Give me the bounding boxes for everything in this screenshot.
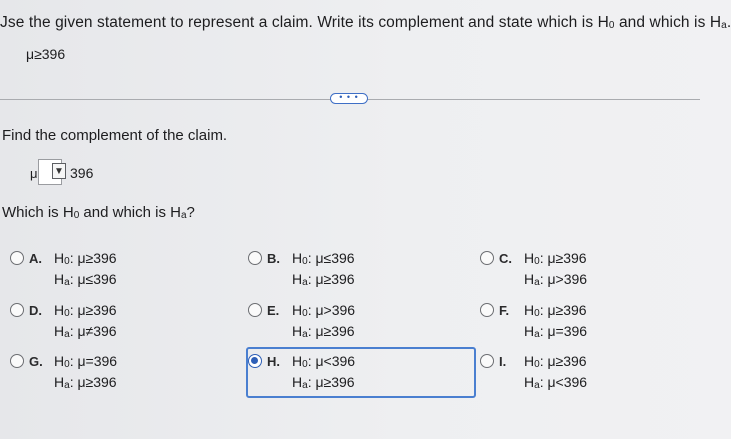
h-symbol: H	[54, 323, 65, 339]
ha-expression: : μ>396	[539, 271, 588, 287]
h0-expression: : μ≥396	[69, 250, 117, 266]
ha-expression: : μ<396	[539, 374, 588, 390]
subscript: 0	[64, 308, 70, 319]
alternative-hypothesis	[292, 271, 355, 287]
question-text	[0, 14, 731, 32]
subscript: a	[302, 329, 308, 340]
chevron-down-icon[interactable]: ▼	[52, 163, 66, 179]
null-hypothesis	[524, 302, 587, 318]
h-symbol: H	[524, 250, 535, 266]
null-hypothesis	[292, 353, 355, 369]
subscript: 0	[534, 308, 540, 319]
h-symbol: H	[54, 353, 65, 369]
option-letter: E.	[267, 303, 280, 318]
null-hypothesis	[524, 353, 587, 369]
which-prompt	[2, 204, 195, 221]
subscript: a	[180, 210, 187, 221]
subscript: a	[64, 277, 70, 288]
h-symbol: H	[524, 323, 535, 339]
claim-statement: μ≥396	[26, 46, 66, 62]
option-letter: C.	[499, 251, 512, 266]
alternative-hypothesis	[54, 271, 117, 287]
question-part: .	[726, 14, 731, 31]
option-letter: B.	[267, 251, 280, 266]
radio-button[interactable]	[480, 251, 494, 265]
ha-expression: : μ≥396	[69, 374, 117, 390]
radio-button[interactable]	[248, 354, 262, 368]
subscript: a	[534, 329, 540, 340]
h-symbol: H	[292, 374, 303, 390]
option-letter: I.	[499, 354, 507, 369]
radio-button[interactable]	[10, 251, 24, 265]
subscript: 0	[64, 256, 70, 267]
subscript: a	[302, 380, 308, 391]
radio-button[interactable]	[480, 354, 494, 368]
ha-expression: : μ≤396	[69, 271, 117, 287]
radio-button[interactable]	[480, 303, 494, 317]
subscript: a	[64, 380, 70, 391]
subscript: a	[302, 277, 308, 288]
selected-option-highlight	[246, 347, 476, 398]
option-letter: G.	[29, 354, 43, 369]
h-symbol: H	[292, 323, 303, 339]
alternative-hypothesis	[54, 323, 117, 339]
null-hypothesis	[54, 353, 117, 369]
option-letter: H.	[267, 354, 280, 369]
subscript: 0	[608, 20, 615, 31]
subscript: a	[534, 277, 540, 288]
alternative-hypothesis	[292, 323, 355, 339]
radio-button[interactable]	[248, 251, 262, 265]
alternative-hypothesis	[524, 271, 587, 287]
h-symbol: H	[292, 250, 303, 266]
radio-button[interactable]	[248, 303, 262, 317]
prompt-part: ?	[186, 204, 195, 221]
null-hypothesis	[292, 302, 355, 318]
h-symbol: H	[524, 353, 535, 369]
alternative-hypothesis	[54, 374, 117, 390]
h-symbol: H	[54, 271, 65, 287]
option-letter: F.	[499, 303, 510, 318]
h0-expression: : μ≤396	[307, 250, 355, 266]
subscript: 0	[73, 210, 80, 221]
complement-value: 396	[70, 165, 94, 181]
more-options-button[interactable]: • • •	[330, 93, 368, 104]
radio-button[interactable]	[10, 354, 24, 368]
h0-expression: : μ≥396	[69, 302, 117, 318]
h-symbol: H	[292, 271, 303, 287]
mu-symbol: μ	[30, 166, 38, 181]
h-symbol: H	[54, 374, 65, 390]
h0-expression: : μ=396	[69, 353, 118, 369]
prompt-part: and which is H	[79, 204, 181, 221]
h-symbol: H	[292, 302, 303, 318]
ha-expression: : μ=396	[539, 323, 588, 339]
alternative-hypothesis	[524, 374, 587, 390]
alternative-hypothesis	[292, 374, 355, 390]
h-symbol: H	[524, 374, 535, 390]
ha-expression: : μ≥396	[307, 271, 355, 287]
find-complement-prompt: Find the complement of the claim.	[2, 127, 228, 144]
subscript: 0	[302, 359, 308, 370]
subscript: a	[721, 20, 727, 31]
subscript: 0	[534, 359, 540, 370]
null-hypothesis	[524, 250, 587, 266]
null-hypothesis	[292, 250, 355, 266]
ha-expression: : μ≥396	[307, 374, 355, 390]
null-hypothesis	[54, 302, 117, 318]
h0-expression: : μ≥396	[539, 250, 587, 266]
h0-expression: : μ≥396	[539, 302, 587, 318]
subscript: 0	[64, 359, 70, 370]
h0-expression: : μ≥396	[539, 353, 587, 369]
h-symbol: H	[54, 250, 65, 266]
h-symbol: H	[524, 271, 535, 287]
prompt-part: Which is H	[2, 204, 74, 221]
question-part: and which is H	[614, 14, 722, 31]
h-symbol: H	[54, 302, 65, 318]
h0-expression: : μ>396	[307, 302, 356, 318]
subscript: a	[534, 380, 540, 391]
null-hypothesis	[54, 250, 117, 266]
h-symbol: H	[292, 353, 303, 369]
ha-expression: : μ≠396	[69, 323, 117, 339]
ha-expression: : μ≥396	[307, 323, 355, 339]
h-symbol: H	[524, 302, 535, 318]
subscript: 0	[302, 308, 308, 319]
radio-button[interactable]	[10, 303, 24, 317]
option-letter: D.	[29, 303, 42, 318]
option-letter: A.	[29, 251, 42, 266]
question-part: Jse the given statement to represent a claim. Write its complement and state which is H	[0, 14, 609, 31]
h0-expression: : μ<396	[307, 353, 356, 369]
subscript: a	[64, 329, 70, 340]
alternative-hypothesis	[524, 323, 587, 339]
subscript: 0	[302, 256, 308, 267]
subscript: 0	[534, 256, 540, 267]
